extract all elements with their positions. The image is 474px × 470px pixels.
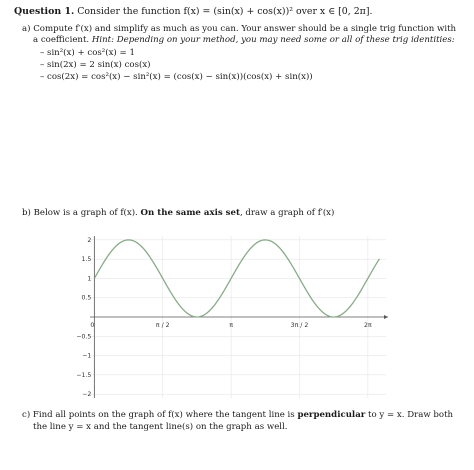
part-c-prefix: c) Find all points on the graph of f(x) where the tangent line is <box>22 410 295 420</box>
y-tick-label: −2 <box>82 391 92 399</box>
x-tick-label: π <box>229 322 233 329</box>
y-tick-label: −1.5 <box>76 371 92 379</box>
part-a-line1: a) Compute f′(x) and simplify as much as you can. Your answer should be a single trig function with <box>22 24 457 34</box>
y-tick-label: 1.5 <box>81 256 92 264</box>
y-tick-label: 1 <box>87 275 92 283</box>
part-b-prefix: b) Below is a graph of f(x). <box>22 208 138 218</box>
x-tick-label: π / 2 <box>155 322 170 329</box>
part-c-bold: perpendicular <box>297 410 366 420</box>
y-tick-label: 0.5 <box>81 294 92 302</box>
y-tick-label: −1 <box>82 352 92 360</box>
identity-1: – sin²(x) + cos²(x) = 1 <box>40 48 135 58</box>
function-graph <box>76 232 390 402</box>
part-b-bold: On the same axis set <box>140 208 240 218</box>
part-a-plain: a coefficient. <box>33 35 90 45</box>
x-axis-arrow <box>384 315 388 319</box>
part-a-hint: Hint: Depending on your method, you may need some or all of these trig identities: <box>91 35 455 45</box>
identity-2: – sin(2x) = 2 sin(x) cos(x) <box>40 60 151 70</box>
part-b-suffix: , draw a graph of f′(x) <box>239 208 335 218</box>
identity-3: – cos(2x) = cos²(x) − sin²(x) = (cos(x) − sin(x))(cos(x) + sin(x)) <box>40 72 313 82</box>
part-c-line1 <box>22 410 453 421</box>
x-tick-label: 2π <box>364 322 372 329</box>
part-c-suffix: to y = x. Draw both <box>368 410 454 420</box>
part-a-line2 <box>33 35 455 46</box>
x-tick-label: 0 <box>90 322 95 329</box>
y-tick-label: 2 <box>87 236 92 244</box>
y-tick-label: −0.5 <box>76 333 92 341</box>
question-intro: Consider the function f(x) = (sin(x) + cos(x))² over x ∈ [0, 2π]. <box>77 6 373 17</box>
part-b-text <box>22 208 334 219</box>
question-label: Question 1. <box>14 6 75 17</box>
part-c-line2: the line y = x and the tangent line(s) on the graph as well. <box>33 422 288 432</box>
x-tick-label: 3π / 2 <box>290 322 309 329</box>
question-header <box>14 6 372 17</box>
